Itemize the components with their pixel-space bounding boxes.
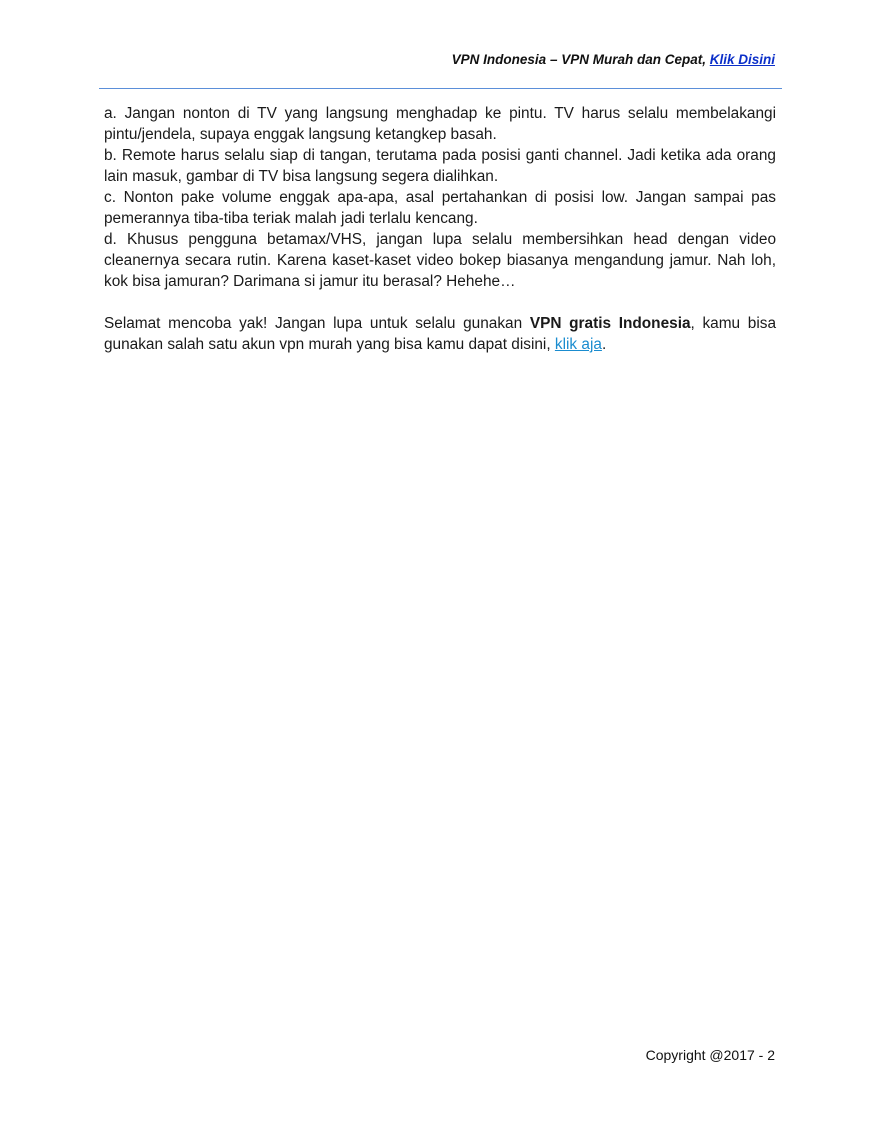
paragraph-spacer: [104, 292, 776, 313]
page-footer: Copyright @2017 - 2: [645, 1047, 775, 1063]
document-body: [104, 103, 776, 355]
closing-text-start: Selamat mencoba yak! Jangan lupa untuk selalu gunakan: [104, 315, 530, 332]
closing-link[interactable]: klik aja: [554, 336, 602, 353]
list-item-c: c. Nonton pake volume enggak apa-apa, asal pertahankan di posisi low. Jangan sampai pas pemerannya tiba-tiba teriak malah jadi terlalu kencang.: [104, 189, 776, 227]
header-divider: [99, 88, 782, 89]
header-link[interactable]: Klik Disini: [709, 52, 775, 67]
list-item-b: b. Remote harus selalu siap di tangan, terutama pada posisi ganti channel. Jadi ketika ada orang lain masuk, gambar di TV bisa langsung segera dialihkan.: [104, 147, 776, 185]
closing-bold-text: VPN gratis Indonesia: [529, 315, 691, 332]
list-item-d: d. Khusus pengguna betamax/VHS, jangan lupa selalu membersihkan head dengan video cleanernya secara rutin. Karena kaset-kaset video bokep biasanya mengandung jamur. Nah loh, kok bisa jamuran? Darimana si jamur itu berasal? Hehehe…: [104, 231, 776, 290]
closing-text-end: .: [601, 336, 607, 353]
closing-paragraph: [104, 313, 776, 355]
header-title: VPN Indonesia – VPN Murah dan Cepat,: [451, 52, 710, 67]
page-header: [452, 52, 775, 67]
list-item-a: a. Jangan nonton di TV yang langsung menghadap ke pintu. TV harus selalu membelakangi pintu/jendela, supaya enggak langsung ketangkep basah.: [104, 105, 776, 143]
closing-text-middle: , kamu bisa gunakan salah satu akun vpn murah yang bisa kamu dapat disini,: [104, 315, 776, 353]
